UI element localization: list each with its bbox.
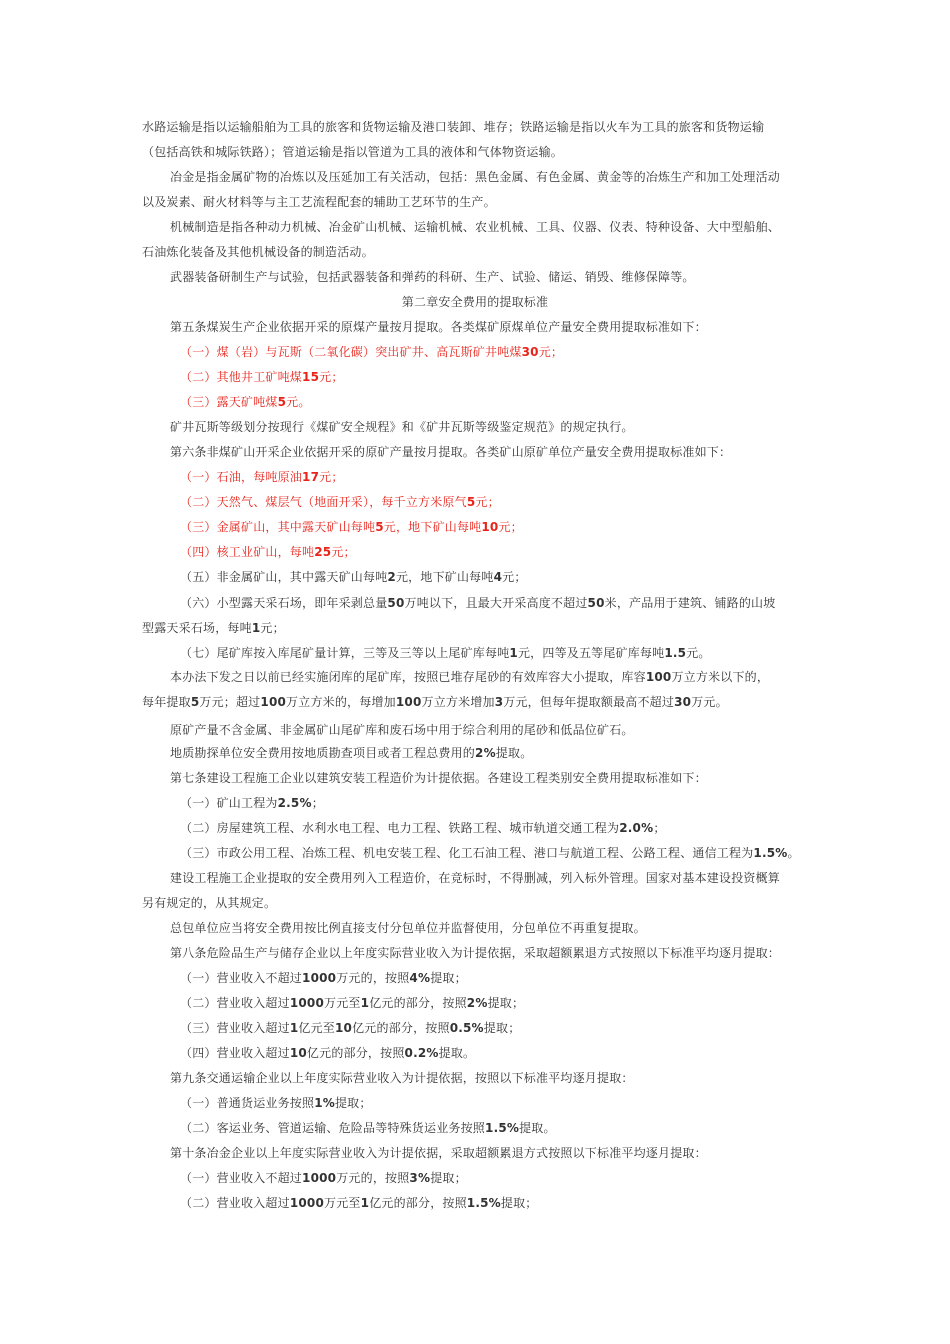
text-line: 型露天采石场，每吨1元； bbox=[142, 621, 285, 635]
text-line: 机械制造是指各种动力机械、冶金矿山机械、运输机械、农业机械、工具、仪器、仪表、特种设备、大中型船舶、 bbox=[170, 220, 781, 234]
text-line: （包括高铁和城际铁路）；管道运输是指以管道为工具的液体和气体物资运输。 bbox=[142, 145, 564, 159]
text-line: 武器装备研制生产与试验，包括武器装备和弹药的科研、生产、试验、储运、销毁、维修保障等。 bbox=[170, 270, 695, 284]
text-line: 第七条建设工程施工企业以建筑安装工程造价为计提依据。各建设工程类别安全费用提取标准如下： bbox=[170, 771, 707, 785]
text-line: 第八条危险品生产与储存企业以上年度实际营业收入为计提依据，采取超额累退方式按照以下标准平均逐月提取： bbox=[170, 946, 781, 960]
text-line: 本办法下发之日以前已经实施闭库的尾矿库，按照已堆存尾砂的有效库容大小提取，库容100万立方米以下的， bbox=[170, 670, 770, 684]
text-line: 另有规定的，从其规定。 bbox=[142, 896, 277, 910]
text-line: 第十条冶金企业以上年度实际营业收入为计提依据，采取超额累退方式按照以下标准平均逐月提取： bbox=[170, 1146, 707, 1160]
text-line: 以及炭素、耐火材料等与主工艺流程配套的辅助工艺环节的生产。 bbox=[142, 195, 496, 209]
text-line: （一）矿山工程为2.5%； bbox=[180, 796, 324, 810]
text-line: （三）露天矿吨煤5元。 bbox=[180, 395, 311, 409]
text-line: （二）客运业务、管道运输、危险品等特殊货运业务按照1.5%提取。 bbox=[180, 1121, 556, 1135]
text-line: 第九条交通运输企业以上年度实际营业收入为计提依据，按照以下标准平均逐月提取： bbox=[170, 1071, 634, 1085]
text-line: （一）煤（岩）与瓦斯（二氧化碳）突出矿井、高瓦斯矿井吨煤30元； bbox=[180, 345, 564, 359]
text-line: 地质勘探单位安全费用按地质勘查项目或者工程总费用的2%提取。 bbox=[170, 746, 533, 760]
text-line: 水路运输是指以运输船舶为工具的旅客和货物运输及港口装卸、堆存；铁路运输是指以火车为工具的旅客和货物运输 bbox=[142, 120, 765, 134]
text-line: 建设工程施工企业提取的安全费用列入工程造价，在竞标时，不得删减，列入标外管理。国家对基本建设投资概算 bbox=[170, 871, 781, 885]
text-line: （四）营业收入超过10亿元的部分，按照0.2%提取。 bbox=[180, 1046, 476, 1060]
text-line: （二）房屋建筑工程、水利水电工程、电力工程、铁路工程、城市轨道交通工程为2.0%； bbox=[180, 821, 666, 835]
text-line: 总包单位应当将安全费用按比例直接支付分包单位并监督使用，分包单位不再重复提取。 bbox=[170, 921, 646, 935]
text-line: （三）市政公用工程、冶炼工程、机电安装工程、化工石油工程、港口与航道工程、公路工程、通信工程为1.5%。 bbox=[180, 846, 800, 860]
text-line: （七）尾矿库按入库尾矿量计算，三等及三等以上尾矿库每吨1元，四等及五等尾矿库每吨1.5元。 bbox=[180, 646, 711, 660]
text-line: 每年提取5万元；超过100万立方米的，每增加100万立方米增加3万元，但每年提取额最高不超过30万元。 bbox=[142, 695, 728, 709]
text-line: （三）金属矿山，其中露天矿山每吨5元，地下矿山每吨10元； bbox=[180, 520, 523, 534]
text-line: （五）非金属矿山，其中露天矿山每吨2元，地下矿山每吨4元； bbox=[180, 570, 527, 584]
text-line: 原矿产量不含金属、非金属矿山尾矿库和废石场中用于综合利用的尾砂和低品位矿石。 bbox=[170, 723, 634, 737]
text-line: （二）营业收入超过1000万元至1亿元的部分，按照2%提取； bbox=[180, 996, 525, 1010]
text-line: （六）小型露天采石场，即年采剥总量50万吨以下，且最大开采高度不超过50米，产品用于建筑、铺路的山坡 bbox=[180, 596, 776, 610]
text-line: 第六条非煤矿山开采企业依据开采的原矿产量按月提取。各类矿山原矿单位产量安全费用提取标准如下： bbox=[170, 445, 732, 459]
text-line: （一）营业收入不超过1000万元的，按照4%提取； bbox=[180, 971, 467, 985]
text-line: （一）石油，每吨原油17元； bbox=[180, 470, 344, 484]
text-line: （一）营业收入不超过1000万元的，按照3%提取； bbox=[180, 1171, 467, 1185]
chapter-heading: 第二章安全费用的提取标准 bbox=[401, 295, 549, 309]
text-line: （三）营业收入超过1亿元至10亿元的部分，按照0.5%提取； bbox=[180, 1021, 521, 1035]
text-line: （一）普通货运业务按照1%提取； bbox=[180, 1096, 372, 1110]
text-line: 石油炼化装备及其他机械设备的制造活动。 bbox=[142, 245, 374, 259]
text-line: 第五条煤炭生产企业依据开采的原煤产量按月提取。各类煤矿原煤单位产量安全费用提取标准如下： bbox=[170, 320, 707, 334]
text-line: （四）核工业矿山，每吨25元； bbox=[180, 545, 356, 559]
text-line: （二）其他井工矿吨煤15元； bbox=[180, 370, 344, 384]
text-line: 冶金是指金属矿物的冶炼以及压延加工有关活动，包括：黑色金属、有色金属、黄金等的冶炼生产和加工处理活动 bbox=[170, 170, 781, 184]
text-line: （二）营业收入超过1000万元至1亿元的部分，按照1.5%提取； bbox=[180, 1196, 538, 1210]
text-line: 矿井瓦斯等级划分按现行《煤矿安全规程》和《矿井瓦斯等级鉴定规范》的规定执行。 bbox=[170, 420, 634, 434]
text-line: （二）天然气、煤层气（地面开采），每千立方米原气5元； bbox=[180, 495, 500, 509]
